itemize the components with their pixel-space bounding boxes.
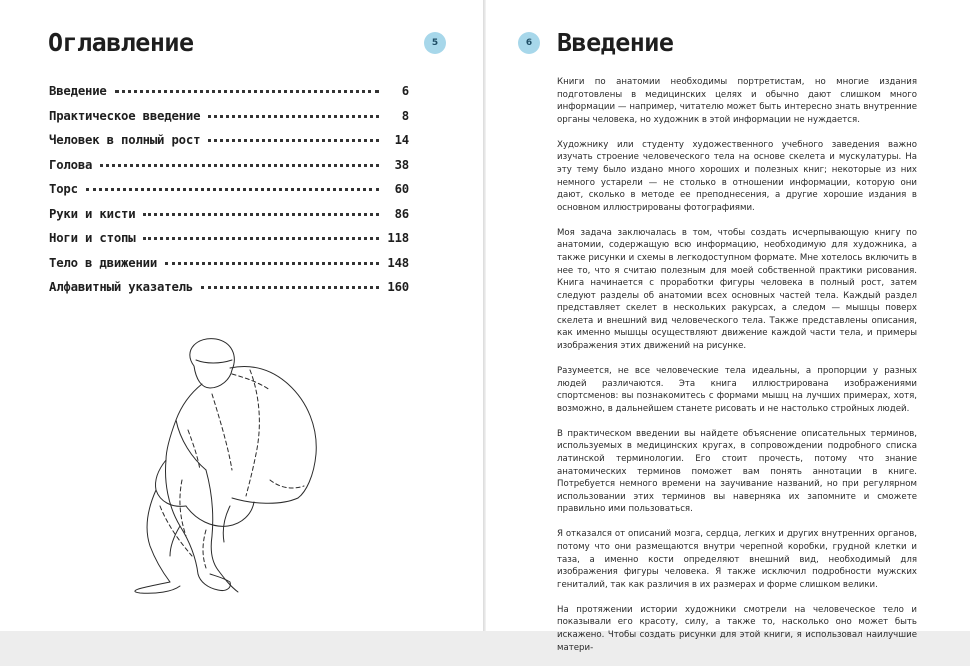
introduction-title: Введение xyxy=(557,28,674,57)
page-number-badge: 6 xyxy=(518,32,540,54)
toc-entry-label: Введение xyxy=(49,84,107,98)
body-paragraph: Художнику или студенту художественного учебного заведения важно изучать строение человеческого тела на основе скелета и мускулатуры. На эту тему было издано много хороших и полезных книг; некоторые из них немного устарели — не столько в отношении информации, которую они дают, сколько в методе ее преподнесения, а другие хорошие издания в основном иллюстрированы фотографиями. xyxy=(557,139,917,213)
body-paragraph: Я отказался от описаний мозга, сердца, легких и других внутренних органов, потому что они размещаются внутри черепной коробки, грудной клетки и таза, а именно кости определяют внешний вид, необходимый для изображения фигуры человека. Я также исключил подробности мужских гениталий, так как различия в их размерах и форме слишком велики. xyxy=(557,529,917,590)
body-paragraph: На протяжении истории художники смотрели на человеческое тело и показывали его красоту, силу, а также то, насколько оно может быть искажено. Чтобы создать рисунки для этой книги, я использовал наилучшие матери- xyxy=(557,604,917,653)
toc-entry-page: 148 xyxy=(387,255,409,270)
toc-leader-dots xyxy=(208,115,379,118)
toc-entry[interactable] xyxy=(49,280,409,305)
toc-entry[interactable] xyxy=(49,256,409,281)
toc-entry-label: Ноги и стопы xyxy=(49,231,136,245)
toc-entry-page: 118 xyxy=(387,231,409,245)
toc-entry-label: Человек в полный рост xyxy=(49,133,201,147)
toc-entry-label: Голова xyxy=(49,157,93,172)
toc-entry-page: 6 xyxy=(401,84,409,98)
left-page xyxy=(0,0,483,631)
toc-entry-label: Алфавитный указатель xyxy=(49,280,194,294)
toc-entry-page: 86 xyxy=(394,206,409,221)
toc-entry[interactable] xyxy=(49,158,409,183)
toc-entry-page: 160 xyxy=(387,280,409,294)
page-number-badge: 5 xyxy=(424,32,446,54)
toc-leader-dots xyxy=(201,286,379,289)
toc-entry[interactable] xyxy=(49,109,409,134)
table-of-contents xyxy=(49,84,409,305)
toc-leader-dots xyxy=(165,262,379,265)
toc-leader-dots xyxy=(143,237,379,240)
body-paragraph: Разумеется, не все человеческие тела идеальны, а пропорции у разных людей различаются. Эта книга иллюстрирована изображениями спортсменов: вы познакомитесь с формами мышц на лучших примерах, хотя, возможно, в дальнейшем станете рисовать и не настолько стройных людей. xyxy=(557,366,917,414)
toc-entry-page: 38 xyxy=(394,157,409,172)
toc-entry[interactable] xyxy=(49,231,409,256)
toc-entry-page: 8 xyxy=(401,108,409,123)
introduction-body xyxy=(557,76,917,666)
toc-entry[interactable] xyxy=(49,207,409,232)
toc-title: Оглавление xyxy=(48,28,194,57)
body-paragraph: В практическом введении вы найдете объяснение описательных терминов, используемых в медицинских кругах, в сопровождении подробного списка латинской терминологии. Его стоит прочесть, потому что знание анатомических терминов поможет вам понять аннотации в книге. Потребуется немного времени на заучивание названий, но при регулярном использовании этих терминов вы наверняка их запомните и сможете правильно ими пользоваться. xyxy=(557,428,917,515)
toc-entry-label: Практическое введение xyxy=(49,108,201,123)
body-paragraph: Моя задача заключалась в том, чтобы создать исчерпывающую книгу по анатомии, содержащую всю информацию, необходимую для художника, а также рисунки и схемы в легкодоступном формате. Мне хотелось включить в нее то, что я считаю полезным для моей собственной практики рисования. Книга начинается с проработки фигуры человека в полный рост, затем следуют разделы об анатомии всех основных частей тела. Каждый раздел представляет скелет в нескольких ракурсах, а следом — мышцы поверх скелета и внешний вид человеческого тела. Также представлены описания, как именно мышцы осуществляют движение каждой части тела, и примеры изображения этих движений на рисунке. xyxy=(557,227,917,352)
body-paragraph: Книги по анатомии необходимы портретистам, но многие издания подготовлены в медицинских целях и обычно дают слишком много информации — например, читателю может быть интересно знать внутренние органы человека, но художник в этой информации не нуждается. xyxy=(557,77,917,125)
crouching-figure-illustration xyxy=(120,330,335,600)
toc-entry-page: 14 xyxy=(394,133,409,147)
toc-entry[interactable] xyxy=(49,84,409,109)
toc-leader-dots xyxy=(143,213,379,216)
toc-leader-dots xyxy=(115,90,379,93)
toc-entry[interactable] xyxy=(49,182,409,207)
toc-entry-label: Тело в движении xyxy=(49,255,158,270)
toc-entry[interactable] xyxy=(49,133,409,158)
toc-entry-page: 60 xyxy=(394,182,409,196)
toc-entry-label: Руки и кисти xyxy=(49,206,136,221)
toc-entry-label: Торс xyxy=(49,182,78,196)
toc-leader-dots xyxy=(208,139,379,142)
toc-leader-dots xyxy=(86,188,379,191)
toc-leader-dots xyxy=(100,164,379,167)
